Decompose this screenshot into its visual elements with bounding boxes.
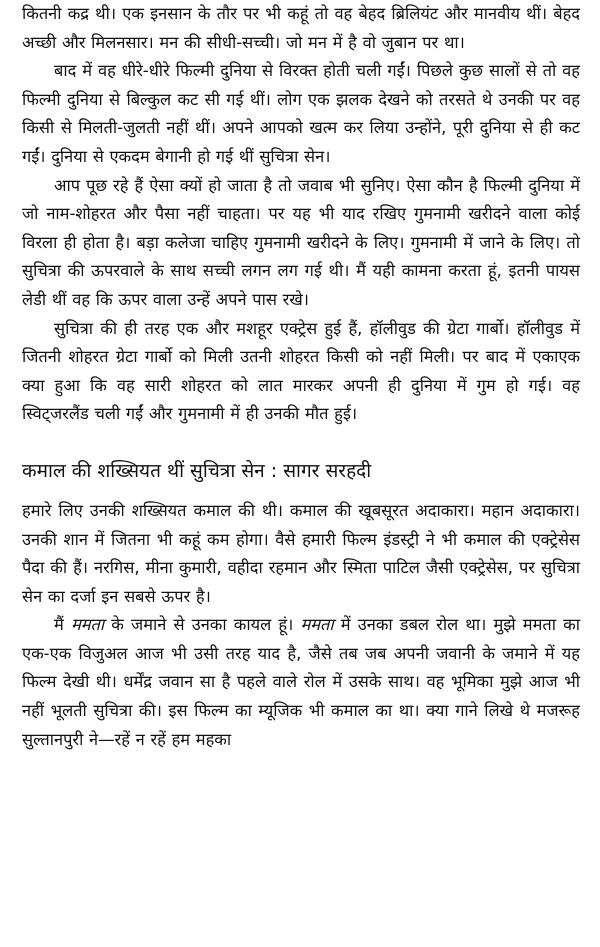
paragraph-1: कितनी कद्र थी। एक इनसान के तौर पर भी कहूं तो वह बेहद ब्रिलियंट और मानवीय थीं। बेहद अच्छी और मिलनसार। मन की सीधी-सच्ची। जो मन में है वो जुबान पर था। [22,4,580,52]
film-title-mamta: ममता [70,615,105,635]
section-paragraph-2 [22,611,580,754]
text-segment: के जमाने से उनका कायल हूं। [104,615,301,635]
paragraph-2: बाद में वह धीरे-धीरे फिल्मी दुनिया से विरक्त होती चली गईं। पिछले कुछ सालों से तो वह फिल्मी दुनिया से बिल्कुल कट सी गई थीं। लोग एक झलक देखने को तरसते थे उनकी पर वह किसी से मिलती-जुलती नहीं थीं। अपने आपको खत्म कर लिया उन्होंने, पूरी दुनिया से ही कट गईं। दुनिया से एकदम बेगानी हो गई थीं सुचित्रा सेन। [22,61,580,166]
document-page [22,0,580,754]
text-segment: मैं [54,615,71,635]
film-title-mamta: ममता [300,615,334,635]
text-segment: में उनका डबल रोल था। मुझे ममता का एक-एक विजुअल आज भी उसी तरह याद है, जैसे तब जब अपनी जवानी के जमाने में यह फिल्म देखी थी। धर्मेंद्र जवान सा है पहले वाले रोल में उसके साथ। वह भूमिका मुझे आज भी नहीं भूलती सुचित्रा की। इस फिल्म का म्यूजिक भी कमाल का था। क्या गाने लिखे थे मजरूह सुल्तानपुरी ने—रहें न रहें हम महका [22,615,580,749]
paragraph-3: आप पूछ रहे हैं ऐसा क्यों हो जाता है तो जवाब भी सुनिए। ऐसा कौन है फिल्मी दुनिया में जो नाम-शोहरत और पैसा नहीं चाहता। पर यह भी याद रखिए गुमनामी खरीदने वाला कोई विरला ही होता है। बड़ा कलेजा चाहिए गुमनामी खरीदने के लिए। गुमनामी में जाने के लिए। तो सुचित्रा की ऊपरवाले के साथ सच्ची लगन लग गई थी। मैं यही कामना करता हूं, इतनी पायस लेडी थीं वह कि ऊपर वाला उन्हें अपने पास रखे। [22,175,580,309]
section-heading: कमाल की शख्सियत थीं सुचित्रा सेन : सागर सरहदी [22,459,372,482]
section-paragraph-1: हमारे लिए उनकी शख्सियत कमाल की थी। कमाल की खूबसूरत अदाकारा। महान अदाकारा। उनकी शान में जितना भी कहूं कम होगा। वैसे हमारी फिल्म इंडस्ट्री ने भी कमाल की एक्ट्रेसेस पैदा की हैं। नरगिस, मीना कुमारी, वहीदा रहमान और स्मिता पाटिल जैसी एक्ट्रेसेस, पर सुचित्रा सेन का दर्जा इन सबसे ऊपर है। [22,500,580,606]
paragraph-4: सुचित्रा की ही तरह एक और मशहूर एक्ट्रेस हुई हैं, हॉलीवुड की ग्रेटा गार्बो। हॉलीवुड में जितनी शोहरत ग्रेटा गार्बो को मिली उतनी शोहरत किसी को नहीं मिली। पर बाद में एकाएक क्या हुआ कि वह सारी शोहरत को लात मारकर अपनी ही दुनिया में गुम हो गई। वह स्विट्जरलैंड चली गईं और गुमनामी में ही उनकी मौत हुई। [22,318,580,424]
